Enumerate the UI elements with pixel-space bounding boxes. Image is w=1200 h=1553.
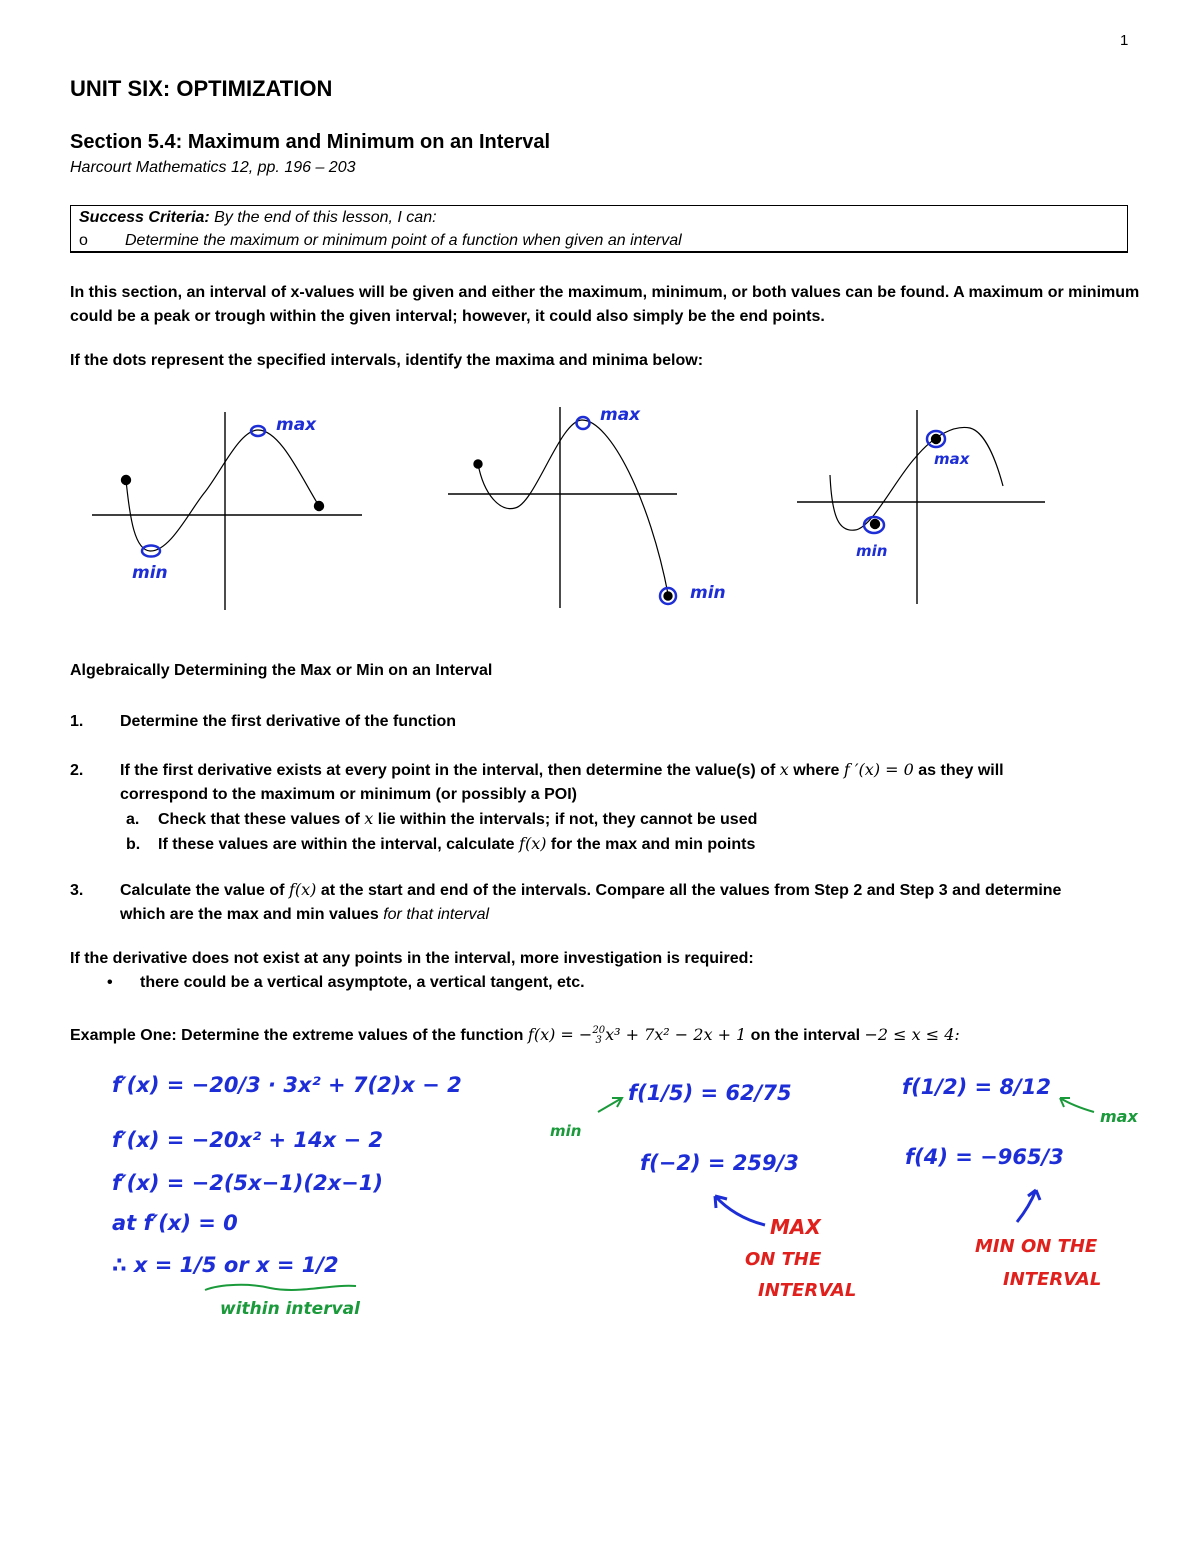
graph-three-min-label: min	[856, 542, 888, 560]
graph-one-endpoint-left	[122, 476, 131, 485]
success-criteria-box	[70, 205, 1128, 253]
hw-max-interval-3: INTERVAL	[758, 1280, 857, 1301]
derivative-note: If the derivative does not exist at any points in the interval, more investigation is required:	[70, 950, 754, 967]
hw-derivative-line-1: f′(x) = −20/3 · 3x² + 7(2)x − 2	[112, 1073, 462, 1097]
hw-f-four: f(4) = −965/3	[905, 1145, 1064, 1169]
handwritten-solution	[0, 1055, 1200, 1325]
step-one: 1. Determine the first derivative of the function	[70, 713, 457, 730]
hw-max-label: max	[1100, 1107, 1138, 1126]
hw-max-arrow	[1060, 1098, 1094, 1112]
graph-two-curve	[478, 420, 668, 594]
hw-min-interval-2: INTERVAL	[1003, 1269, 1102, 1290]
hw-zero-condition: at f′(x) = 0	[112, 1211, 238, 1235]
hw-within-brace	[205, 1285, 356, 1290]
step-two-a: a. Check that these values of x lie within the intervals; if not, they cannot be used	[126, 809, 758, 828]
hw-derivative-line-3: f′(x) = −2(5x−1)(2x−1)	[112, 1171, 383, 1195]
success-criteria-item: o Determine the maximum or minimum point of a function when given an interval	[79, 232, 682, 249]
graph-three	[797, 410, 1045, 604]
hw-max-pointer	[715, 1196, 765, 1225]
graph-one-min-label: min	[132, 563, 168, 583]
section-title: Section 5.4: Maximum and Minimum on an Interval	[70, 131, 551, 153]
graph-three-max-label: max	[934, 450, 970, 468]
graph-two-max-circle	[577, 417, 590, 429]
graph-two-endpoint-right	[664, 592, 672, 600]
derivative-bullet: • there could be a vertical asymptote, a vertical tangent, etc.	[107, 974, 585, 991]
example-fraction: 20 3	[592, 1024, 606, 1046]
hw-min-interval-1: MIN ON THE	[975, 1236, 1098, 1257]
graph-two-min-label: min	[690, 583, 726, 603]
hw-min-label: min	[550, 1122, 582, 1140]
graph-question: If the dots represent the specified intervals, identify the maxima and minima below:	[70, 352, 704, 369]
hw-f-one-half: f(1/2) = 8/12	[902, 1075, 1051, 1099]
step-three: 3. Calculate the value of f(x) at the start and end of the intervals. Compare all the values from Step 2 and Step 3 and determine which are the max and min values for that interval	[70, 880, 1062, 923]
hw-f-one-fifth: f(1/5) = 62/75	[628, 1081, 792, 1105]
graph-two-max-label: max	[600, 405, 641, 425]
criteria-bullet: o	[79, 232, 88, 249]
step-two-b: b. If these values are within the interval, calculate f(x) for the max and min points	[126, 834, 756, 853]
extrema-graphs	[0, 395, 1200, 635]
hw-max-interval-1: MAX	[770, 1215, 821, 1239]
hw-max-interval-2: ON THE	[745, 1249, 822, 1270]
graph-two	[448, 407, 677, 608]
page-number: 1	[1120, 32, 1129, 49]
success-criteria-heading: Success Criteria: By the end of this lesson, I can:	[79, 209, 437, 226]
graph-one-curve	[126, 430, 319, 551]
source-reference: Harcourt Mathematics 12, pp. 196 – 203	[70, 159, 356, 176]
graph-one-endpoint-right	[315, 502, 324, 511]
example-one: Example One: Determine the extreme values of the function f(x) = −20 3 x³ + 7x² − 2x + 1 on the interval −2 ≤ x ≤ 4:	[70, 1024, 960, 1046]
hw-derivative-line-2: f′(x) = −20x² + 14x − 2	[112, 1128, 384, 1152]
algebraic-section-title: Algebraically Determining the Max or Min on an Interval	[70, 662, 493, 679]
graph-two-endpoint-left	[474, 460, 482, 468]
hw-f-neg-two: f(−2) = 259/3	[640, 1151, 799, 1175]
hw-min-pointer	[1017, 1190, 1040, 1222]
unit-title: UNIT SIX: OPTIMIZATION	[70, 76, 333, 101]
hw-min-arrow	[598, 1098, 622, 1112]
graph-three-endpoint-left	[871, 520, 880, 529]
graph-one-max-label: max	[276, 415, 317, 435]
hw-within-interval: within interval	[220, 1299, 360, 1319]
step-two: 2. If the first derivative exists at every point in the interval, then determine the value(s) of x where f ′(x) = 0 as they will correspond to the maximum or minimum (or possibly a POI) a. Check that these values of x lie within the intervals; if not, they cannot be used b. If these values are within the interval, calculate f(x) for the max and min points	[70, 758, 1150, 857]
hw-critical-points: ∴ x = 1/5 or x = 1/2	[112, 1253, 339, 1277]
graph-three-endpoint-right	[932, 435, 941, 444]
intro-paragraph: In this section, an interval of x-values will be given and either the maximum, minimum, or both values can be found. A maximum or minimum could be a peak or trough within the given interval; however, it could also simply be the end points.	[70, 284, 1140, 325]
